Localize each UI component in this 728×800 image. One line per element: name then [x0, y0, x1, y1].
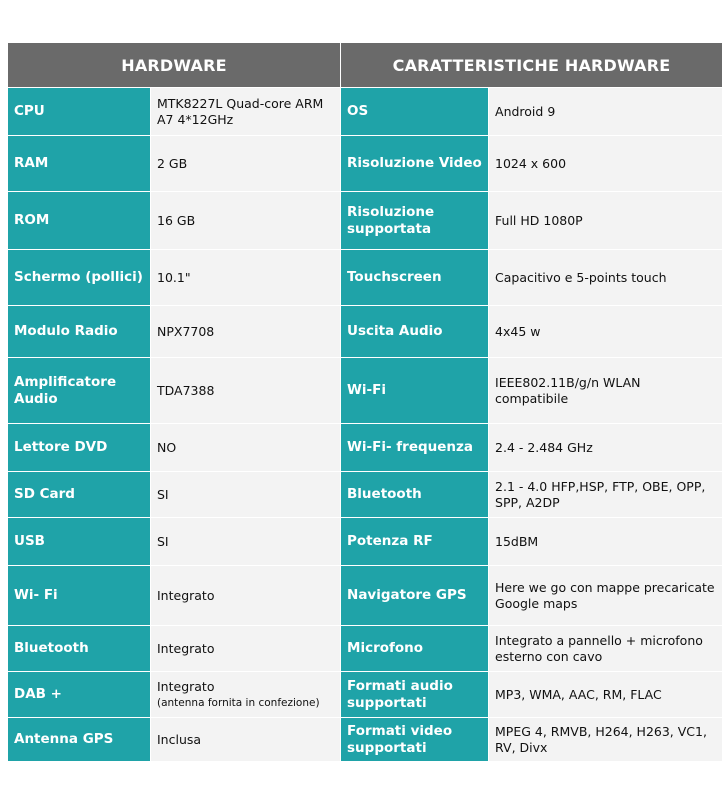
spec-value: Capacitivo e 5-points touch [489, 250, 723, 306]
spec-value: 2.4 - 2.484 GHz [489, 424, 723, 472]
spec-value: Integrato [151, 566, 341, 626]
table-row [8, 626, 723, 672]
spec-value: 1024 x 600 [489, 136, 723, 192]
spec-value: Integrato [157, 678, 215, 694]
spec-value: 15dBM [489, 518, 723, 566]
spec-value: Integrato a pannello + microfono esterno con cavo [489, 626, 723, 672]
spec-label: Lettore DVD [8, 424, 151, 472]
spec-label: Formati video supportati [341, 718, 489, 762]
table-header-row [8, 43, 723, 88]
spec-value: 4x45 w [489, 306, 723, 358]
table-row [8, 424, 723, 472]
spec-label: CPU [8, 88, 151, 136]
spec-value: 10.1" [151, 250, 341, 306]
spec-label: Schermo (pollici) [8, 250, 151, 306]
spec-value: NO [151, 424, 341, 472]
spec-label: Navigatore GPS [341, 566, 489, 626]
spec-label: DAB + [8, 672, 151, 718]
spec-value: NPX7708 [151, 306, 341, 358]
spec-value-with-note [151, 672, 341, 718]
table-row [8, 306, 723, 358]
table-row [8, 718, 723, 762]
table-row [8, 136, 723, 192]
spec-label: Uscita Audio [341, 306, 489, 358]
header-hardware: HARDWARE [8, 43, 341, 88]
spec-value: MPEG 4, RMVB, H264, H263, VC1, RV, Divx [489, 718, 723, 762]
spec-label: Risoluzione supportata [341, 192, 489, 250]
spec-value: MTK8227L Quad-core ARM A7 4*12GHz [151, 88, 341, 136]
spec-label: SD Card [8, 472, 151, 518]
spec-label: Wi-Fi- frequenza [341, 424, 489, 472]
table-row [8, 192, 723, 250]
spec-label: Amplificatore Audio [8, 358, 151, 424]
spec-value: MP3, WMA, AAC, RM, FLAC [489, 672, 723, 718]
table-row [8, 88, 723, 136]
spec-label: USB [8, 518, 151, 566]
spec-label: Microfono [341, 626, 489, 672]
spec-value: Inclusa [151, 718, 341, 762]
table-row [8, 472, 723, 518]
spec-value: Full HD 1080P [489, 192, 723, 250]
table-row [8, 518, 723, 566]
header-caratteristiche-hardware: CARATTERISTICHE HARDWARE [341, 43, 723, 88]
spec-value: SI [151, 472, 341, 518]
hardware-spec-table [7, 42, 723, 762]
table-row [8, 250, 723, 306]
spec-label: Bluetooth [341, 472, 489, 518]
spec-label: ROM [8, 192, 151, 250]
table-row [8, 672, 723, 718]
spec-value: Android 9 [489, 88, 723, 136]
spec-label: Potenza RF [341, 518, 489, 566]
spec-value: Here we go con mappe precaricate Google maps [489, 566, 723, 626]
spec-label: OS [341, 88, 489, 136]
spec-value: IEEE802.11B/g/n WLAN compatibile [489, 358, 723, 424]
spec-value: 16 GB [151, 192, 341, 250]
spec-label: Wi- Fi [8, 566, 151, 626]
spec-label: Touchscreen [341, 250, 489, 306]
spec-label: Bluetooth [8, 626, 151, 672]
table-row [8, 566, 723, 626]
spec-label: Wi-Fi [341, 358, 489, 424]
spec-label: RAM [8, 136, 151, 192]
table-row [8, 358, 723, 424]
spec-label: Modulo Radio [8, 306, 151, 358]
spec-label: Antenna GPS [8, 718, 151, 762]
spec-value: 2.1 - 4.0 HFP,HSP, FTP, OBE, OPP, SPP, A2DP [489, 472, 723, 518]
spec-label: Risoluzione Video [341, 136, 489, 192]
spec-label: Formati audio supportati [341, 672, 489, 718]
spec-value: 2 GB [151, 136, 341, 192]
spec-value: Integrato [151, 626, 341, 672]
spec-value-note: (antenna fornita in confezione) [157, 696, 320, 709]
spec-value: TDA7388 [151, 358, 341, 424]
spec-value: SI [151, 518, 341, 566]
